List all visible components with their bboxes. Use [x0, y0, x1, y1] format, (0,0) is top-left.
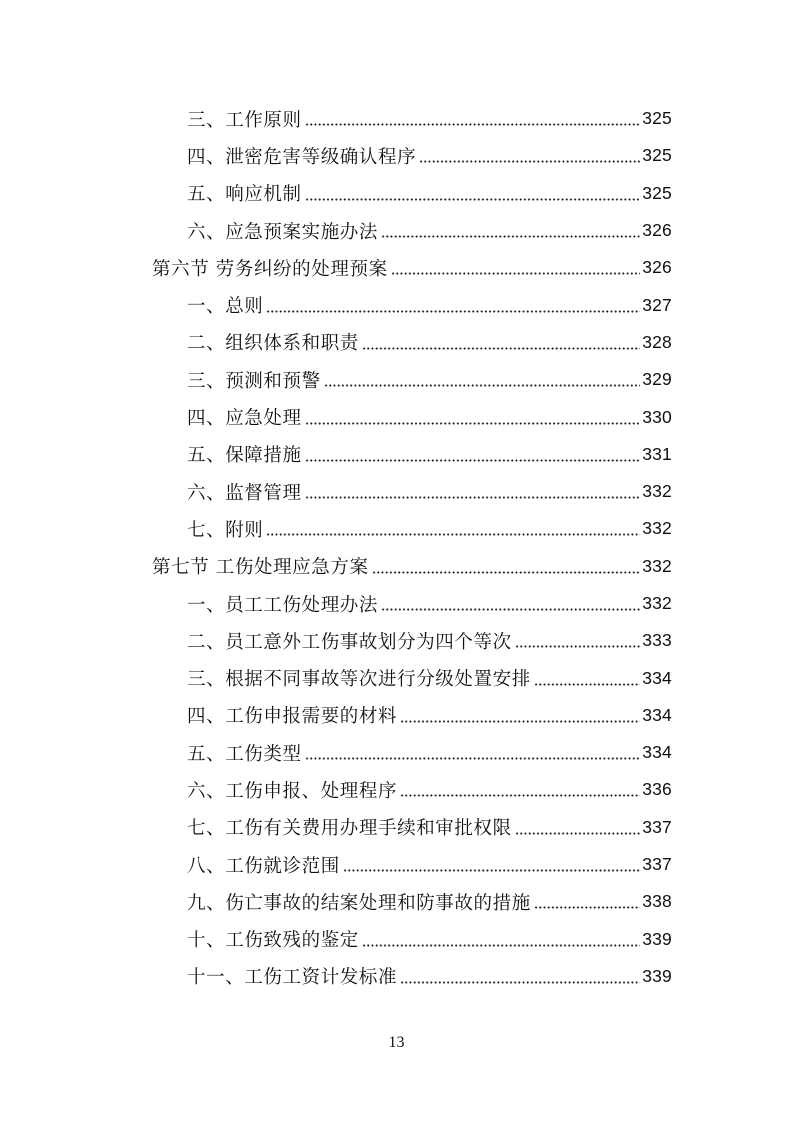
toc-entry-title: 二、组织体系和职责: [187, 333, 359, 355]
toc-entry-title: 六、应急预案实施办法: [187, 221, 379, 243]
page-number: 13: [388, 1034, 405, 1051]
toc-entry-title: 八、工伤就诊范围: [187, 855, 340, 877]
toc-entry-title: 七、附则: [187, 519, 264, 541]
toc-dot-leader: [305, 459, 641, 462]
toc-entry-title: 三、工作原则: [187, 109, 302, 131]
toc-entry-page: 325: [642, 108, 672, 129]
toc-entry-title: 九、伤亡事故的结案处理和防事故的措施: [187, 892, 531, 914]
toc-entry-page: 325: [642, 145, 672, 166]
toc-entry-page: 325: [642, 182, 672, 203]
toc-dot-leader: [305, 198, 641, 201]
toc-entry-title: 四、工伤申报需要的材料: [187, 706, 398, 728]
toc-entry[interactable]: [0, 771, 793, 808]
toc-entry-title: 五、响应机制: [187, 184, 302, 206]
toc-section-entry[interactable]: [0, 249, 793, 286]
toc-dot-leader: [305, 757, 641, 760]
toc-entry-page: 327: [642, 294, 672, 315]
toc-entry[interactable]: [0, 175, 793, 212]
toc-entry-title: 七、工伤有关费用办理手续和审批权限: [187, 818, 512, 840]
toc-entry[interactable]: [0, 809, 793, 846]
table-of-contents: [0, 100, 793, 995]
toc-entry-page: 336: [642, 779, 672, 800]
toc-entry[interactable]: [0, 286, 793, 323]
toc-dot-leader: [515, 832, 640, 835]
toc-entry-title: 三、根据不同事故等次进行分级处置安排: [187, 669, 531, 691]
toc-entry-page: 339: [642, 965, 672, 986]
toc-entry-title: 三、预测和预警: [187, 370, 321, 392]
toc-entry-page: 329: [642, 369, 672, 390]
toc-entry[interactable]: [0, 212, 793, 249]
toc-entry-page: 332: [642, 593, 672, 613]
toc-entry-page: 332: [642, 555, 672, 576]
toc-entry[interactable]: [0, 324, 793, 361]
toc-entry-page: 337: [642, 816, 672, 837]
toc-entry-page: 332: [642, 518, 672, 539]
toc-entry-page: 328: [642, 331, 672, 352]
toc-entry-page: 338: [642, 891, 672, 912]
toc-entry-title: 四、应急处理: [187, 408, 302, 430]
toc-entry-page: 334: [642, 667, 672, 688]
toc-entry[interactable]: [0, 734, 793, 771]
toc-entry[interactable]: [0, 958, 793, 995]
toc-entry-title: 二、员工意外工伤事故划分为四个等次: [187, 631, 512, 653]
toc-entry[interactable]: [0, 361, 793, 398]
toc-entry-title: 一、总则: [187, 296, 264, 318]
toc-entry-page: 332: [642, 481, 672, 502]
toc-dot-leader: [515, 645, 640, 648]
toc-entry-page: 326: [642, 257, 672, 278]
toc-dot-leader: [381, 608, 640, 611]
toc-entry-page: 326: [642, 220, 672, 241]
toc-dot-leader: [419, 160, 640, 163]
toc-dot-leader: [534, 683, 640, 686]
toc-entry-title: 第六节 劳务纠纷的处理预案: [152, 258, 388, 280]
toc-dot-leader: [266, 533, 640, 536]
toc-entry[interactable]: [0, 398, 793, 435]
toc-entry[interactable]: [0, 921, 793, 958]
toc-entry-page: 337: [642, 854, 672, 875]
toc-entry[interactable]: [0, 622, 793, 659]
toc-dot-leader: [343, 869, 640, 872]
toc-entry-page: 334: [642, 742, 672, 763]
toc-entry-page: 331: [642, 443, 672, 464]
toc-entry[interactable]: [0, 846, 793, 883]
toc-entry[interactable]: [0, 100, 793, 137]
toc-entry-title: 六、监督管理: [187, 482, 302, 504]
toc-dot-leader: [372, 571, 641, 574]
toc-entry[interactable]: [0, 883, 793, 920]
toc-entry-title: 五、工伤类型: [187, 743, 302, 765]
toc-dot-leader: [305, 422, 641, 425]
toc-dot-leader: [400, 981, 640, 984]
toc-entry[interactable]: [0, 585, 793, 622]
toc-dot-leader: [324, 384, 640, 387]
toc-dot-leader: [362, 944, 640, 947]
toc-entry-page: 339: [642, 928, 672, 949]
toc-entry-page: 333: [642, 630, 672, 651]
toc-dot-leader: [305, 123, 641, 126]
toc-dot-leader: [400, 720, 640, 723]
toc-entry-title: 六、工伤申报、处理程序: [187, 780, 398, 802]
toc-entry[interactable]: [0, 697, 793, 734]
toc-entry-title: 五、保障措施: [187, 445, 302, 467]
toc-entry-title: 一、员工工伤处理办法: [187, 594, 379, 616]
toc-entry-title: 第七节 工伤处理应急方案: [152, 557, 369, 579]
toc-entry-title: 十一、工伤工资计发标准: [187, 967, 398, 989]
toc-entry[interactable]: [0, 473, 793, 510]
toc-entry-title: 十、工伤致残的鉴定: [187, 930, 359, 952]
toc-entry[interactable]: [0, 659, 793, 696]
toc-dot-leader: [400, 794, 640, 797]
toc-entry[interactable]: [0, 137, 793, 174]
toc-dot-leader: [362, 347, 640, 350]
toc-dot-leader: [534, 906, 640, 909]
toc-entry-title: 四、泄密危害等级确认程序: [187, 146, 417, 168]
toc-entry-page: 334: [642, 704, 672, 725]
toc-entry-page: 330: [642, 406, 672, 427]
toc-dot-leader: [381, 235, 640, 238]
toc-section-entry[interactable]: [0, 548, 793, 585]
toc-entry[interactable]: [0, 510, 793, 547]
toc-dot-leader: [266, 310, 640, 313]
toc-entry[interactable]: [0, 436, 793, 473]
toc-dot-leader: [305, 496, 641, 499]
toc-dot-leader: [391, 272, 641, 275]
